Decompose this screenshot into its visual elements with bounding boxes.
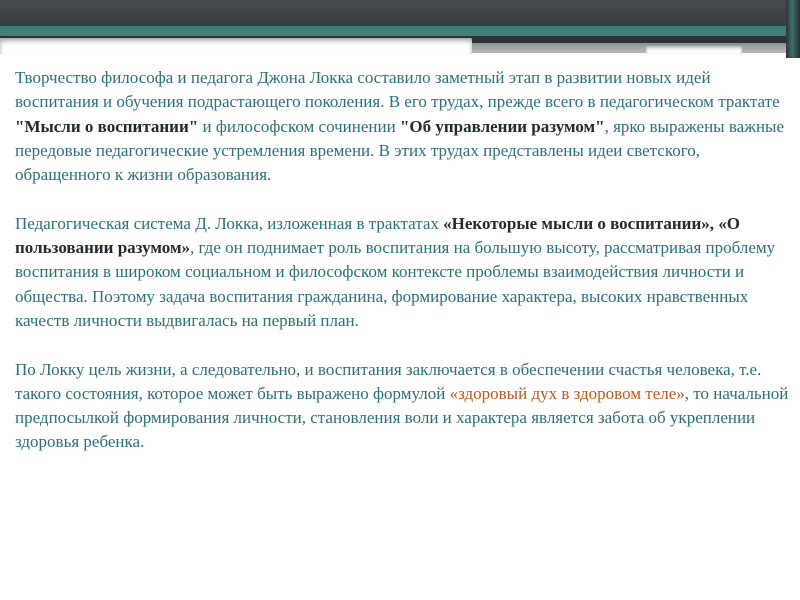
paragraph-2 (15, 212, 790, 333)
header-corner-bar (786, 0, 800, 58)
formula-healthy-mind: «здоровый дух в здоровом теле» (449, 383, 685, 403)
work-title-conduct-of-understanding: "Об управлении разумом" (399, 116, 605, 136)
paragraph-3 (15, 358, 790, 455)
slide-body (15, 66, 790, 479)
paragraph-1-text-b: и философском сочинении (198, 116, 400, 136)
paragraph-1-text-a: Творчество философа и педагога Джона Локка составило заметный этап в развитии новых идей воспитания и обучения подрастающего поколения. В его трудах, прежде всего в педагогическом трактате (15, 68, 780, 112)
paragraph-2-text-b: , где он поднимает роль воспитания на большую высоту, рассматривая проблему воспитания в широком социальном и философском контексте проблемы взаимодействия личности и общества. Поэтому задача воспитания гражданина, формирование характера, высоких нравственных качеств личности выдвигалась на первый план. (15, 238, 776, 330)
work-title-thoughts-on-education: "Мысли о воспитании" (15, 116, 199, 136)
paragraph-3-text-b: , то начальной предпосылкой формирования личности, становления воли и характера является забота об укреплении здоровья ребенка. (15, 383, 789, 452)
paragraph-2-text-a: Педагогическая система Д. Локка, изложенная в трактатах (15, 213, 444, 233)
header-tab-right (646, 46, 742, 54)
treatise-titles: «Некоторые мысли о воспитании», «О пользовании разумом» (15, 213, 740, 258)
paragraph-1-text-c: , ярко выражены важные передовые педагогические устремления времени. В этих трудах представлены идеи светского, обращенного к жизни образования. (15, 116, 785, 185)
header-stripe-teal (0, 26, 800, 36)
paragraph-1 (15, 66, 790, 187)
header-tab-left (0, 38, 472, 54)
header-stripe-gray (470, 43, 800, 53)
slide-header-bar (0, 0, 800, 26)
paragraph-3-text-a: По Локку цель жизни, а следовательно, и воспитания заключается в обеспечении счастья человека, т.е. такого состояния, которое может быть выражено формулой (15, 359, 762, 403)
